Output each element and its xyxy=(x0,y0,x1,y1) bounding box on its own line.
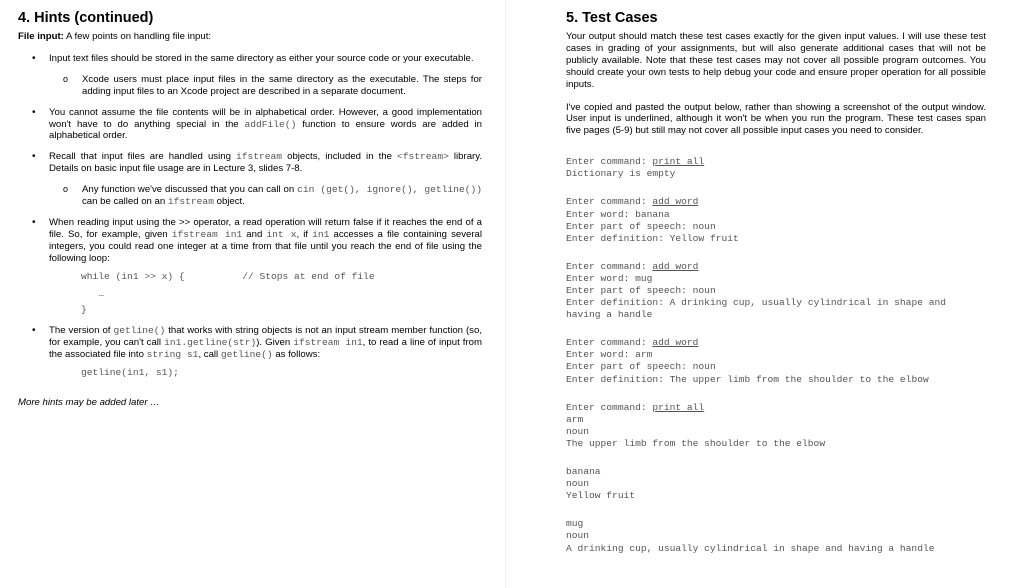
output-entry-banana xyxy=(566,466,986,502)
hint-3-text-c: library. Details on basic input file usage are in Lecture 3, slides 7-8. xyxy=(49,151,482,175)
intro-bold: File input: xyxy=(18,31,64,42)
hint-3-code-2: <fstream> xyxy=(397,151,449,163)
test-cases-para-2: I've copied and pasted the output below, rather than showing a screenshot of the output window. User input is underlined, although it won't be when you run the program. These test cases span five pages (5-9) but still may not cover all possible input cases you need to consider. xyxy=(566,101,986,137)
output-pos: noun xyxy=(566,425,590,437)
prompt-line xyxy=(566,285,986,297)
hint-5-text-b: that works with string objects is not an input stream member function (so, for example, you can't call xyxy=(49,325,482,349)
hint-3-sub-b: can be called on an xyxy=(82,196,168,208)
hint-4-code-3: in1 xyxy=(312,228,330,240)
file-input-intro xyxy=(18,31,482,43)
hint-3-sub xyxy=(49,184,482,208)
test-block-add-banana xyxy=(566,196,986,244)
user-input: mug xyxy=(635,272,653,284)
user-input: noun xyxy=(692,220,716,232)
test-block-add-arm xyxy=(566,337,986,385)
word-prompt: Enter word: xyxy=(566,272,636,284)
hint-3-text-a: Recall that input files are handled using xyxy=(49,151,236,163)
output-entry-mug xyxy=(566,518,986,554)
user-input: noun xyxy=(692,361,716,373)
hint-bullet-4 xyxy=(18,217,482,316)
hint-3-text-b: objects, included in the xyxy=(282,151,398,163)
output-word: arm xyxy=(566,413,584,425)
loop-line-3: } xyxy=(81,304,87,316)
user-input: print all xyxy=(652,156,705,168)
hints-heading: 4. Hints (continued) xyxy=(18,10,154,26)
hint-3-sub-code-1: cin (get(), ignore(), getline()) xyxy=(297,184,482,196)
prompt-line xyxy=(566,273,986,285)
command-prompt: Enter command: xyxy=(566,260,653,272)
pos-prompt: Enter part of speech: xyxy=(566,285,693,296)
hint-bullet-5 xyxy=(18,325,482,379)
hint-5-text-f: as follows: xyxy=(272,349,321,361)
user-input: add word xyxy=(652,196,699,208)
getline-example: getline(in1, s1); xyxy=(81,367,179,379)
output-word: mug xyxy=(566,518,584,530)
hints-list xyxy=(18,53,482,379)
output-definition: Yellow fruit xyxy=(566,490,636,502)
command-prompt: Enter command: xyxy=(566,196,653,208)
hint-5-code-5: getline() xyxy=(220,349,273,361)
hint-4-text-d: accesses a file containing several integers, you could read one integer at a time from that file until you reach the end of file using the following loop: xyxy=(49,228,482,264)
hint-5-text-c: ). Given xyxy=(256,337,294,349)
prompt-line xyxy=(566,221,986,233)
hint-4-text-b: and xyxy=(242,228,267,240)
left-page xyxy=(0,0,500,588)
word-prompt: Enter word: xyxy=(566,208,636,220)
prompt-line xyxy=(566,233,986,245)
command-prompt: Enter command: xyxy=(566,156,653,168)
output-pos: noun xyxy=(566,478,590,490)
output-word: banana xyxy=(566,466,601,478)
hint-bullet-2 xyxy=(18,107,482,143)
user-input: Yellow fruit xyxy=(669,232,739,244)
hint-2-text-a: You cannot assume the file contents will be in alphabetical order. However, a good implementation won't have to do anything special in the xyxy=(49,106,482,130)
output-definition: A drinking cup, usually cylindrical in shape and having a handle xyxy=(566,542,935,554)
user-input: noun xyxy=(692,285,716,296)
user-input: add word xyxy=(652,337,699,349)
user-input: The upper limb from the shoulder to the elbow xyxy=(669,373,929,385)
prompt-line xyxy=(566,361,986,373)
test-block-print-empty xyxy=(566,156,986,180)
command-prompt: Enter command: xyxy=(566,401,653,413)
hint-1-sub: o Xcode users must place input files in the same directory as the executable. The steps for adding input files to an Xcode project are described in a separate document. xyxy=(49,74,482,98)
output-definition: The upper limb from the shoulder to the elbow xyxy=(566,437,826,449)
definition-prompt: Enter definition: xyxy=(566,232,670,244)
hint-5-code-2: in1.getline(str) xyxy=(164,337,257,349)
hint-4-code-2: int x xyxy=(266,228,297,240)
pos-prompt: Enter part of speech: xyxy=(566,361,693,373)
user-input: A drinking cup, usually cylindrical in shape and having a handle xyxy=(566,297,952,321)
prompt-line xyxy=(566,209,986,221)
word-prompt: Enter word: xyxy=(566,349,636,361)
prompt-line xyxy=(566,402,986,414)
hint-5-text-d: , to read a line of input from the associated file into xyxy=(49,337,482,361)
hint-3-sub-code-2: ifstream xyxy=(167,196,214,208)
prompt-line xyxy=(566,349,986,361)
loop-line-1: while (in1 >> x) { // Stops at end of file xyxy=(81,270,375,282)
intro-rest: A few points on handling file input: xyxy=(63,31,212,42)
definition-prompt: Enter definition: xyxy=(566,373,670,385)
user-input: add word xyxy=(652,260,699,272)
hint-2-text-b: function to ensure words are added in alphabetical order. xyxy=(49,118,482,142)
prompt-line xyxy=(566,196,986,208)
hint-1-text: Input text files should be stored in the same directory as either your source code or your executable. xyxy=(49,52,474,64)
hint-3-sub-c: object. xyxy=(213,196,245,208)
hint-2-code: addFile() xyxy=(244,118,297,130)
hint-4-text-c: , if xyxy=(296,228,313,240)
hint-4-code-1: ifstream in1 xyxy=(171,228,243,240)
more-hints-note: More hints may be added later … xyxy=(18,396,160,408)
prompt-line xyxy=(566,156,986,168)
hint-5-text-a: The version of xyxy=(49,325,114,337)
user-input: banana xyxy=(635,208,670,220)
prompt-line xyxy=(566,374,986,386)
hint-3-sub-a: Any function we've discussed that you can call on xyxy=(82,184,298,196)
command-prompt: Enter command: xyxy=(566,337,653,349)
pos-prompt: Enter part of speech: xyxy=(566,220,693,232)
test-cases-para-1: Your output should match these test cases exactly for the given input values. I will use these test cases in grading of your assignments, but will also generate additional cases that will not be publicly available. Note that these test cases may not cover all possible program outcomes. You should create your own tests to help debug your code and ensure proper operation for all possible inputs. xyxy=(566,31,986,90)
test-block-print-all xyxy=(566,402,986,450)
hint-5-text-e: , call xyxy=(198,349,221,361)
hint-3-code-1: ifstream xyxy=(235,151,283,163)
hint-5-code-1: getline() xyxy=(113,325,166,337)
user-input: arm xyxy=(635,349,653,361)
user-input: print all xyxy=(652,401,705,413)
definition-prompt: Enter definition: xyxy=(566,297,670,309)
output-pos: noun xyxy=(566,530,590,542)
prompt-line xyxy=(566,337,986,349)
hint-5-code-3: ifstream in1 xyxy=(293,337,363,349)
loop-code-block xyxy=(49,271,482,317)
output-line: Dictionary is empty xyxy=(566,168,676,180)
hint-4-text-a: When reading input using the >> operator, a read operation will return false if it reaches the end of a file. So, for example, given xyxy=(49,216,482,240)
hint-bullet-3 xyxy=(18,151,482,208)
prompt-line xyxy=(566,297,986,321)
hint-5-code-4: string s1 xyxy=(146,349,199,361)
right-page xyxy=(505,0,1024,588)
hint-bullet-1 xyxy=(18,53,482,98)
test-block-add-mug xyxy=(566,261,986,321)
loop-line-2: … xyxy=(81,287,105,299)
prompt-line xyxy=(566,261,986,273)
test-cases-heading: 5. Test Cases xyxy=(566,10,658,26)
